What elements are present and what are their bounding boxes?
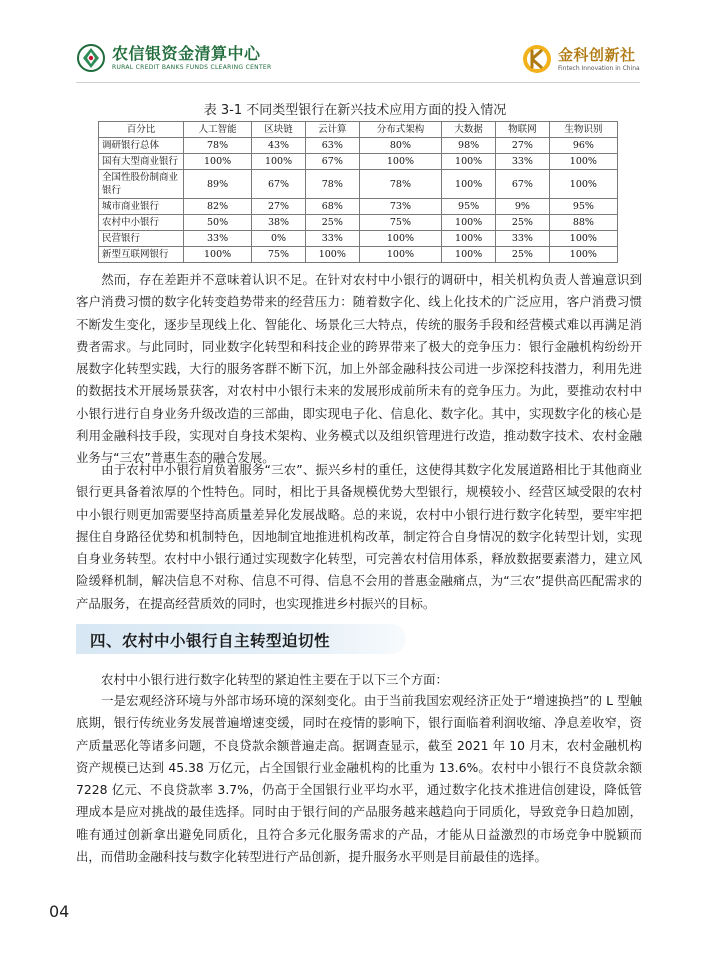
table-cell: 43% — [252, 138, 306, 154]
row-label: 全国性股份制商业银行 — [99, 170, 184, 199]
table-row — [99, 154, 618, 170]
page-number: 04 — [49, 902, 70, 921]
row-label: 城市商业银行 — [99, 199, 184, 215]
table-cell: 0% — [252, 231, 306, 247]
table-cell: 75% — [359, 215, 442, 231]
table-title: 表 3-1 不同类型银行在新兴技术应用方面的投入情况 — [203, 103, 507, 118]
section-title: 四、农村中小银行自主转型迫切性 — [90, 632, 331, 650]
table-cell: 25% — [496, 247, 550, 263]
fintech-innovation-emblem-icon — [520, 42, 554, 76]
table-header-row — [99, 122, 618, 138]
header-divider — [76, 82, 640, 83]
left-logo-title: 农信银资金清算中心 — [112, 43, 261, 63]
row-label: 农村中小银行 — [99, 215, 184, 231]
table-cell: 33% — [496, 154, 550, 170]
header-cell: 区块链 — [252, 122, 306, 138]
body-paragraph — [76, 690, 642, 868]
table-row — [99, 199, 618, 215]
table-cell: 95% — [442, 199, 496, 215]
table-cell: 9% — [496, 199, 550, 215]
table-cell: 27% — [252, 199, 306, 215]
table-cell: 88% — [549, 215, 617, 231]
header-cell: 分布式架构 — [359, 122, 442, 138]
table-row — [99, 170, 618, 199]
table-cell: 96% — [549, 138, 617, 154]
table-cell: 33% — [184, 231, 252, 247]
table-cell: 100% — [442, 215, 496, 231]
table-cell: 78% — [359, 170, 442, 199]
table-row — [99, 138, 618, 154]
header-cell: 百分比 — [99, 122, 184, 138]
table-cell: 75% — [252, 247, 306, 263]
table-cell: 100% — [442, 170, 496, 199]
table-cell: 100% — [359, 231, 442, 247]
body-paragraph — [76, 459, 642, 615]
table-cell: 95% — [549, 199, 617, 215]
table-cell: 33% — [496, 231, 550, 247]
row-label: 调研银行总体 — [99, 138, 184, 154]
table-cell: 100% — [549, 247, 617, 263]
paragraph-text: 一是宏观经济环境与外部市场环境的深刻变化。由于当前我国宏观经济正处于“增速换挡”的 L 型触底期，银行传统业务发展普遍增速变缓，同时在疫情的影响下，银行面临着利润收缩、净息差收窄，资产质量恶化等诸多问题，不良贷款余额普遍走高。据调查显示，截至 2021 年 10 月末，农村金融机构资产规模已达到 45.38 万亿元，占全国银行业金融机构的比重为 13.6%。农村中小银行不良贷款余额 7228 亿元、不良贷款率 3.7%，仍高于全国银行业平均水平，通过数字化技术推进信创建设，降低管理成本是应对挑战的最佳选择。同时由于银行间的产品服务越来越趋向于同质化，导致竞争日趋加剧，唯有通过创新拿出避免同质化，且符合多元化服务需求的产品，才能从日益激烈的市场竞争中脱颖而出，而借助金融科技与数字化转型进行产品创新，提升服务水平则是目前最佳的选择。 — [76, 693, 642, 865]
table-row — [99, 231, 618, 247]
table-cell: 100% — [549, 154, 617, 170]
table-cell: 80% — [359, 138, 442, 154]
header-cell: 云计算 — [305, 122, 359, 138]
paragraph-text: 由于农村中小银行肩负着服务“三农”、振兴乡村的重任，这使得其数字化发展道路相比于其他商业银行更具备着浓厚的个性特色。同时，相比于具备规模优势大型银行，规模较小、经营区域受限的农村中小银行则更加需要坚持高质量差异化发展战略。总的来说，农村中小银行进行数字化转型，要牢牢把握住自身路径优势和机制特色，因地制宜地推进机构改革，制定符合自身情况的数字化转型计划，实现自身业务转型。农村中小银行通过实现数字化转型，可完善农村信用体系，释放数据要素潜力，建立风险缓释机制，解决信息不对称、信息不可得、信息不会用的普惠金融痛点，为“三农”提供高匹配需求的产品服务，在提高经营质效的同时，也实现推进乡村振兴的目标。 — [76, 462, 642, 611]
left-logo-subtitle: RURAL CREDIT BANKS FUNDS CLEARING CENTER — [112, 63, 272, 71]
table-cell: 100% — [442, 231, 496, 247]
table-cell: 100% — [442, 154, 496, 170]
header-cell: 物联网 — [496, 122, 550, 138]
right-logo-title: 金科创新社 — [558, 45, 636, 64]
header-cell: 大数据 — [442, 122, 496, 138]
table-cell: 67% — [305, 154, 359, 170]
header-cell: 生物识别 — [549, 122, 617, 138]
page-header — [0, 40, 710, 85]
table-cell: 89% — [184, 170, 252, 199]
section-heading-bar — [76, 624, 406, 654]
table-cell: 33% — [305, 231, 359, 247]
table-cell: 63% — [305, 138, 359, 154]
table-cell: 68% — [305, 199, 359, 215]
table-cell: 27% — [496, 138, 550, 154]
rural-credit-emblem-icon — [76, 43, 106, 73]
table-cell: 25% — [305, 215, 359, 231]
table-cell: 38% — [252, 215, 306, 231]
table-cell: 100% — [184, 247, 252, 263]
right-logo-subtitle: Fintech Innovation in China — [558, 64, 640, 72]
table-cell: 50% — [184, 215, 252, 231]
table-cell: 100% — [184, 154, 252, 170]
row-label: 国有大型商业银行 — [99, 154, 184, 170]
row-label: 民营银行 — [99, 231, 184, 247]
table-cell: 100% — [359, 154, 442, 170]
fintech-innovation-logo — [520, 42, 640, 76]
table-cell: 100% — [305, 247, 359, 263]
table-cell: 100% — [549, 231, 617, 247]
table-cell: 82% — [184, 199, 252, 215]
table-cell: 100% — [549, 170, 617, 199]
table-row — [99, 247, 618, 263]
table-cell: 67% — [496, 170, 550, 199]
table-cell: 100% — [252, 154, 306, 170]
table-cell: 78% — [305, 170, 359, 199]
table-cell: 78% — [184, 138, 252, 154]
table-row — [99, 215, 618, 231]
header-cell: 人工智能 — [184, 122, 252, 138]
table-cell: 100% — [442, 247, 496, 263]
rural-credit-logo — [76, 43, 271, 73]
table-cell: 98% — [442, 138, 496, 154]
table-cell: 100% — [359, 247, 442, 263]
table-cell: 25% — [496, 215, 550, 231]
body-paragraph — [76, 269, 642, 470]
table-cell: 67% — [252, 170, 306, 199]
tech-investment-table — [98, 121, 618, 263]
paragraph-text: 农村中小银行进行数字化转型的紧迫性主要在于以下三个方面： — [101, 672, 448, 687]
row-label: 新型互联网银行 — [99, 247, 184, 263]
paragraph-text: 然而，存在差距并不意味着认识不足。在针对农村中小银行的调研中，相关机构负责人普遍意识到客户消费习惯的数字化转变趋势带来的经营压力：随着数字化、线上化技术的广泛应用，客户消费习惯不断发生变化，逐步呈现线上化、智能化、场景化三大特点，传统的服务手段和经营模式难以再满足消费者需求。与此同时，同业数字化转型和科技企业的跨界带来了极大的竞争压力：银行金融机构纷纷开展数字化转型实践，大行的服务客群不断下沉，加上外部金融科技公司进一步深挖科技潜力，利用先进的数据技术开展场景获客，对农村中小银行未来的发展形成前所未有的竞争压力。为此，要推动农村中小银行进行自身业务升级改造的三部曲，即实现电子化、信息化、数字化。其中，实现数字化的核心是利用金融科技手段，实现对自身技术架构、业务模式以及组织管理进行改造，推动数字技术、农村金融业务与“三农”普惠生态的融合发展。 — [76, 272, 642, 466]
body-paragraph — [76, 669, 642, 691]
table-cell: 73% — [359, 199, 442, 215]
